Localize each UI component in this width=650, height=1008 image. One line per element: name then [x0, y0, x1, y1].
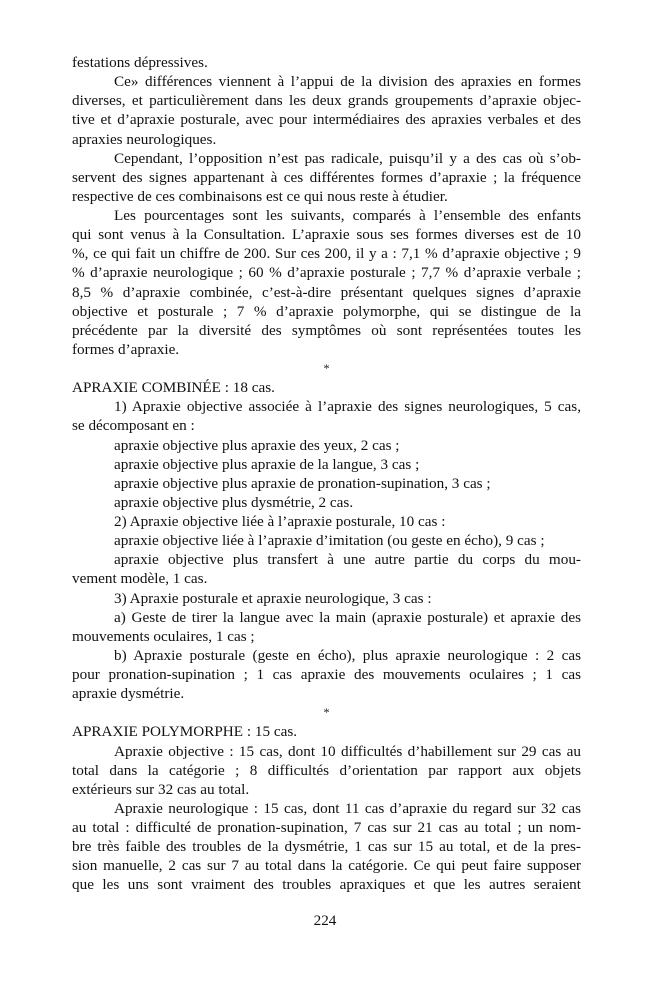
list-item: apraxie objective plus dysmétrie, 2 cas.	[114, 493, 354, 511]
paragraph-start: Apraxie neurologique : 15 cas, dont 11 cas d’apraxie du regard sur 32 cas	[114, 799, 581, 817]
paragraph-start: Apraxie objective : 15 cas, dont 10 difficultés d’habillement sur 29 cas au	[114, 742, 581, 760]
text-line: apraxie dysmétrie.	[72, 685, 185, 703]
paragraph-start: Cependant, l’opposition n’est pas radicale, puisqu’il y a des cas où s’ob-	[114, 149, 581, 167]
list-item: b) Apraxie posturale (geste en écho), plus apraxie neurologique : 2 cas	[114, 646, 581, 664]
page-body	[72, 53, 581, 895]
paragraph-start: Les pourcentages sont les suivants, comparés à l’ensemble des enfants	[114, 207, 581, 224]
text-line: respective de ces combinaisons est ce qui nous reste à étudier.	[72, 187, 448, 205]
section-heading: APRAXIE POLYMORPHE : 15 cas.	[72, 723, 298, 741]
list-item: apraxie objective plus apraxie des yeux, 2 cas ;	[114, 436, 400, 454]
text-line: objective et posturale ; 7 % d’apraxie polymorphe, qui se distingue de la	[72, 302, 581, 320]
list-item: apraxie objective plus transfert à une autre partie du corps du mou-	[114, 551, 581, 569]
text-line: extérieurs sur 32 cas au total.	[72, 780, 250, 798]
list-item: apraxie objective liée à l’apraxie d’imitation (ou geste en écho), 9 cas ;	[114, 532, 545, 550]
text-line: se décomposant en :	[72, 417, 195, 435]
text-line: %, ce qui fait un chiffre de 200. Sur ces 200, il y a : 7,1 % d’apraxie objective ; 9	[72, 245, 581, 263]
text-line: au total : difficulté de pronation-supination, 7 cas sur 21 cas au total ; un nom-	[72, 819, 581, 836]
text-line: % d’apraxie neurologique ; 60 % d’apraxie posturale ; 7,7 % d’apraxie verbale ;	[72, 264, 581, 282]
list-item: 1) Apraxie objective associée à l’apraxie des signes neurologiques, 5 cas,	[114, 398, 581, 416]
list-item: apraxie objective plus apraxie de la langue, 3 cas ;	[114, 455, 420, 473]
text-line: mouvements oculaires, 1 cas ;	[72, 627, 255, 645]
page-number: 224	[313, 912, 337, 929]
text-line: tive et d’apraxie posturale, avec pour intermédiaires des apraxies verbales et des	[72, 111, 581, 129]
text-line: 8,5 % d’apraxie combinée, c’est-à-dire présentant quelques signes d’apraxie	[72, 283, 581, 301]
section-separator: *	[323, 361, 330, 375]
text-line: sion manuelle, 2 cas sur 7 au total dans la catégorie. Ce qui peut faire supposer	[72, 857, 581, 875]
list-item: a) Geste de tirer la langue avec la main (apraxie posturale) et apraxie des	[114, 608, 581, 626]
text-line: total dans la catégorie ; 8 difficultés d’orientation par rapport aux objets	[72, 761, 581, 779]
list-item: apraxie objective plus apraxie de pronation-supination, 3 cas ;	[114, 474, 491, 492]
text-line: que les uns sont vraiment des troubles apraxiques et que les autres seraient	[72, 876, 581, 894]
text-line: pour pronation-supination ; 1 cas apraxie des mouvements oculaires ; 1 cas	[72, 666, 581, 683]
text-line: vement modèle, 1 cas.	[72, 570, 208, 588]
text-line: apraxies neurologiques.	[72, 130, 217, 148]
paragraph-start: Ce» différences viennent à l’appui de la division des apraxies en formes	[114, 73, 581, 91]
text-line: festations dépressives.	[72, 54, 208, 71]
text-line: servent des signes appartenant à ces différentes formes d’apraxie ; la fréquence	[72, 168, 581, 186]
text-line: précédente par la diversité des symptômes où sont représentées toutes les	[72, 321, 581, 339]
section-separator: *	[323, 705, 330, 720]
list-item: 2) Apraxie objective liée à l’apraxie posturale, 10 cas :	[114, 513, 446, 530]
text-line: formes d’apraxie.	[72, 340, 180, 358]
text-line: diverses, et particulièrement dans les deux grands groupements d’apraxie objec-	[72, 92, 581, 110]
section-heading: APRAXIE COMBINÉE : 18 cas.	[72, 379, 275, 397]
text-line: bre très faible des troubles de la dysmétrie, 1 cas sur 15 au total, et de la pres-	[72, 838, 581, 856]
text-line: qui sont venus à la Consultation. L’apraxie sous ses formes diverses est de 10	[72, 226, 581, 244]
list-item: 3) Apraxie posturale et apraxie neurologique, 3 cas :	[114, 589, 432, 607]
